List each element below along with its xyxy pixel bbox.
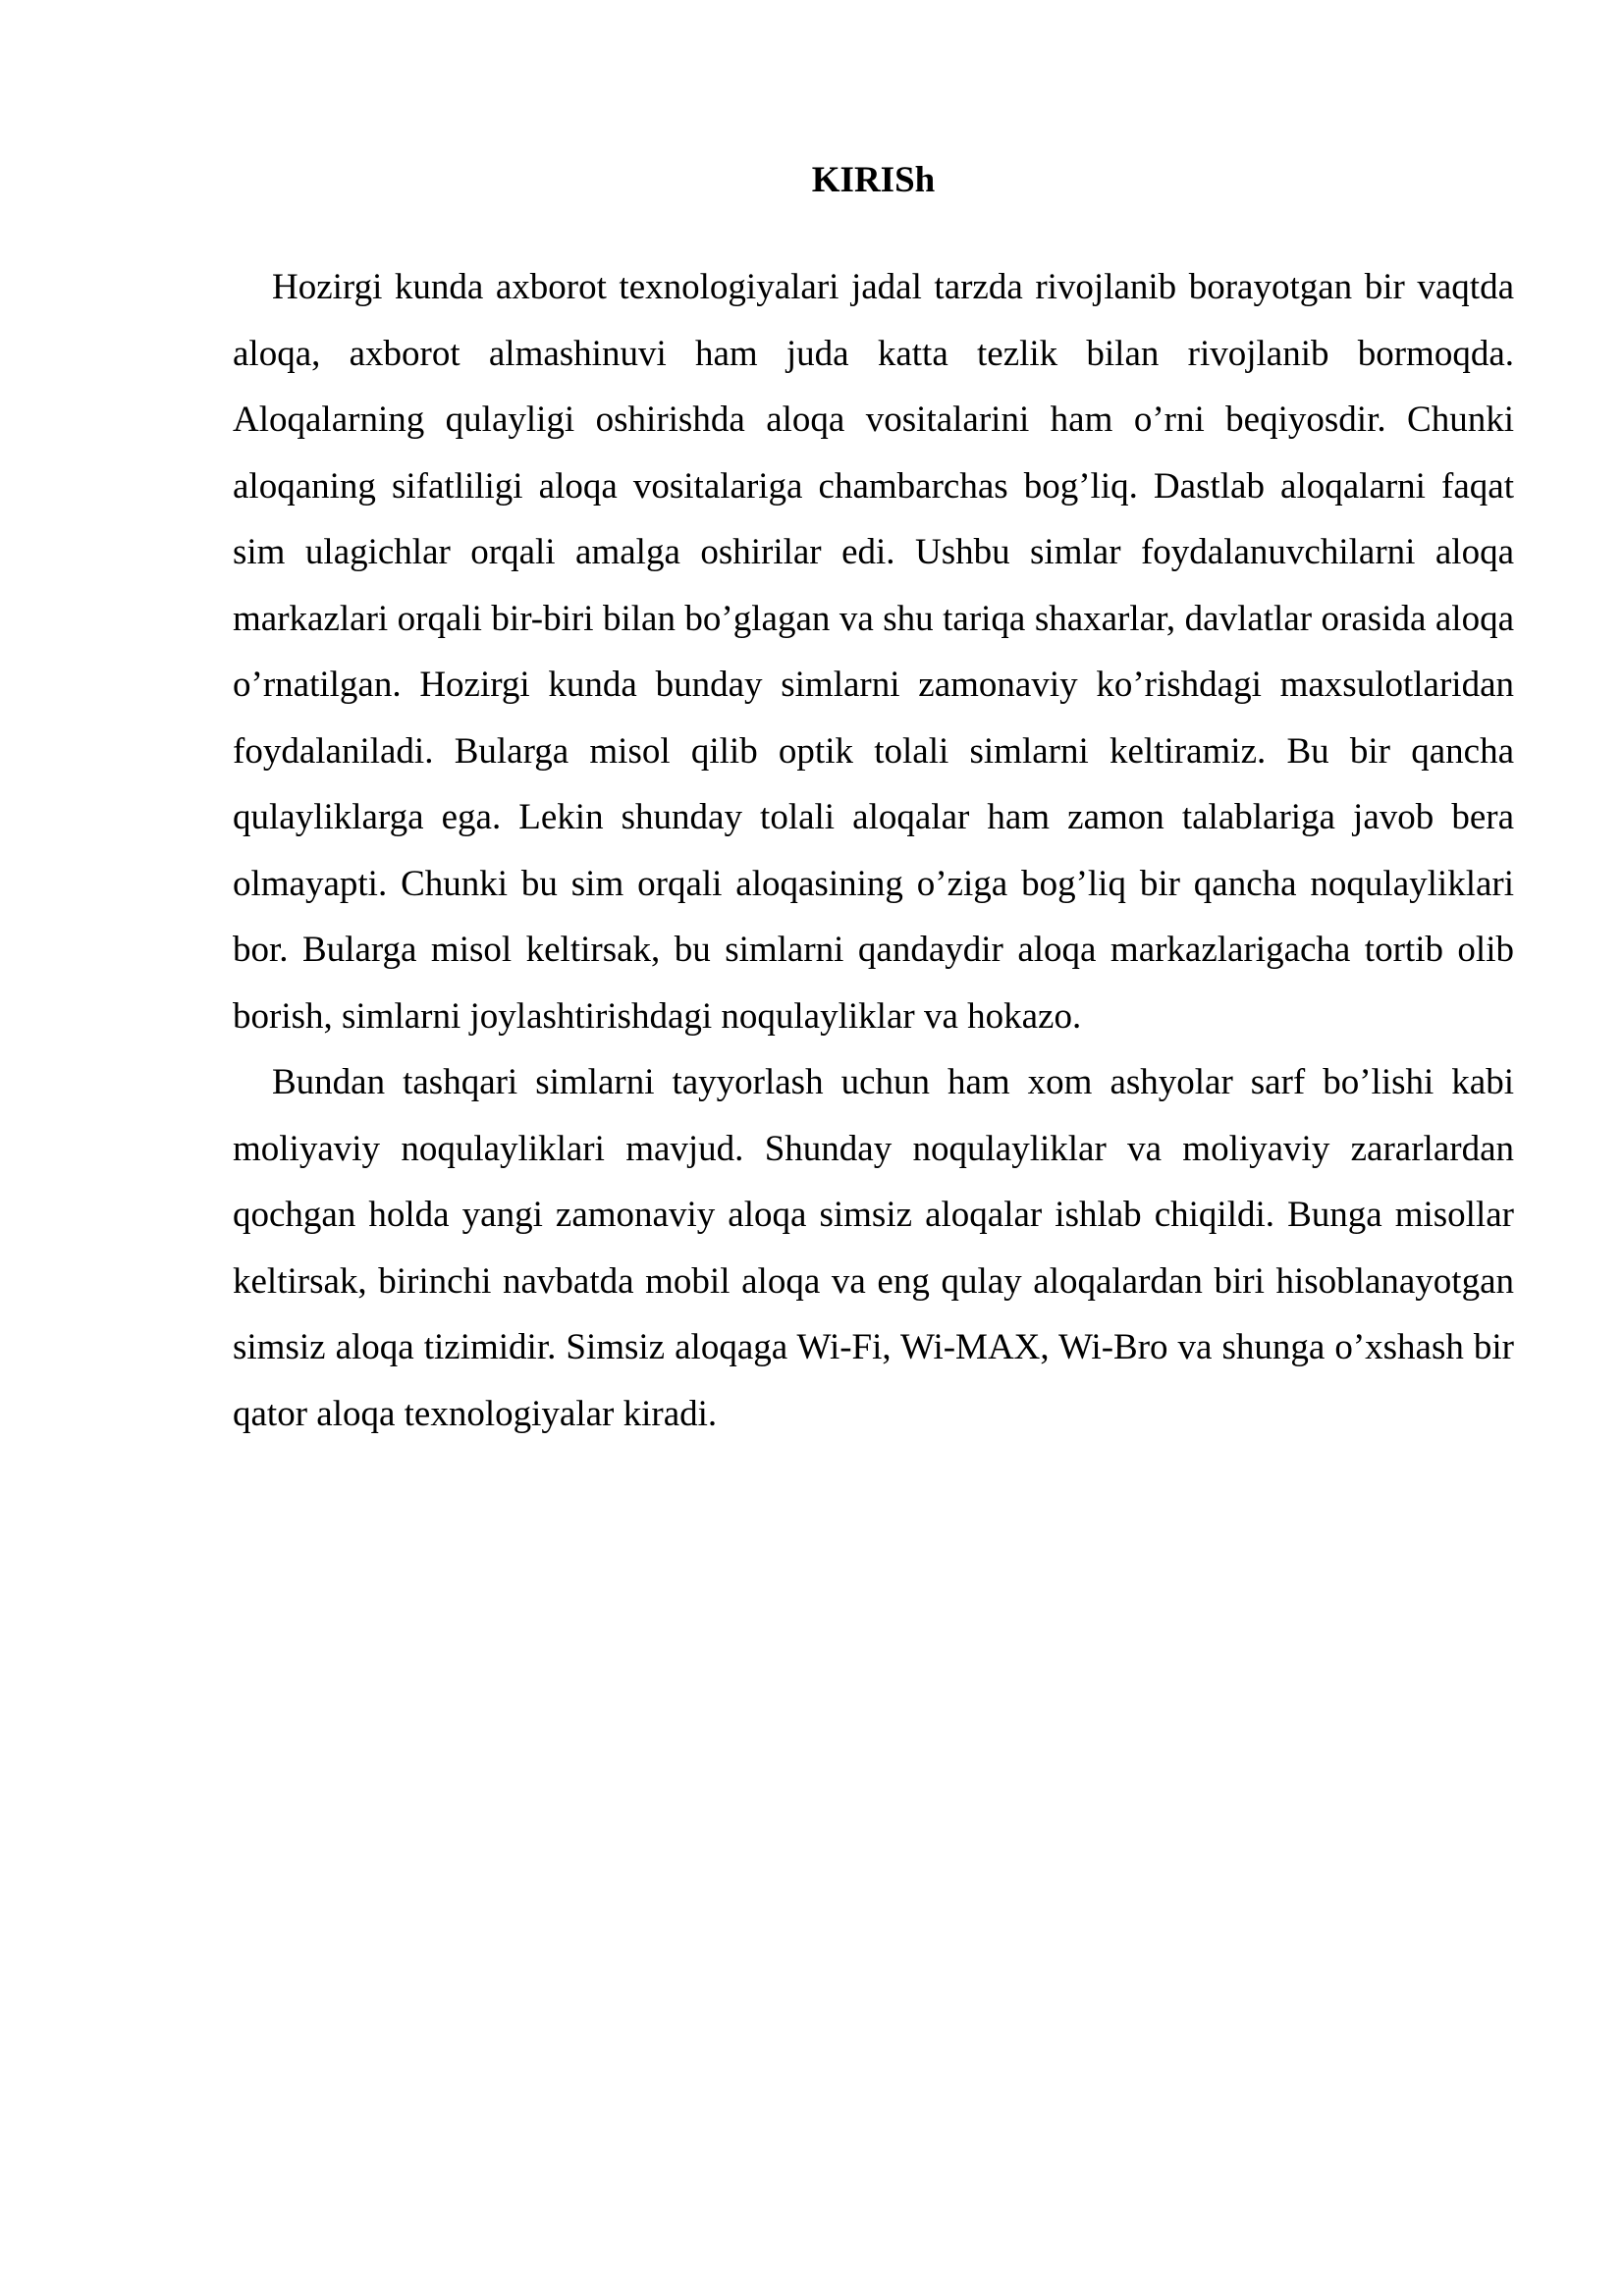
document-body xyxy=(233,147,1514,1447)
paragraph-wireless: Bundan tashqari simlarni tayyorlash uchun ham xom ashyolar sarf bo’lishi kabi moliyaviy noqulayliklari mavjud. Shunday noqulayliklar va moliyaviy zararlardan qochgan holda yangi zamonaviy aloqa simsiz aloqalar ishlab chiqildi. Bunga misollar keltirsak, birinchi navbatda mobil aloqa va eng qulay aloqalardan biri hisoblanayotgan simsiz aloqa tizimidir. Simsiz aloqaga Wi-Fi, Wi-MAX, Wi-Bro va shunga o’xshash bir qator aloqa texnologiyalar kiradi. xyxy=(233,1062,1514,1434)
page-title: KIRISh xyxy=(811,160,936,200)
paragraph-intro: Hozirgi kunda axborot texnologiyalari jadal tarzda rivojlanib borayotgan bir vaqtda aloqa, axborot almashinuvi ham juda katta tezlik bilan rivojlanib bormoqda. Aloqalarning qulayligi oshirishda aloqa vositalarini ham o’rni beqiyosdir. Chunki aloqaning sifatliligi aloqa vositalariga chambarchas bog’liq. Dastlab aloqalarni faqat sim ulagichlar orqali amalga oshirilar edi. Ushbu simlar foydalanuvchilarni aloqa markazlari orqali bir-biri bilan bo’glagan va shu tariqa shaxarlar, davlatlar orasida aloqa o’rnatilgan. Hozirgi kunda bunday simlarni zamonaviy ko’rishdagi maxsulotlaridan foydalaniladi. Bularga misol qilib optik tolali simlarni keltiramiz. Bu bir qancha qulayliklarga ega. Lekin shunday tolali aloqalar ham zamon talablariga javob bera olmayapti. Chunki bu sim orqali aloqasining o’ziga bog’liq bir qancha noqulayliklari bor. Bularga misol keltirsak, bu simlarni qandaydir aloqa markazlarigacha tortib olib borish, simlarni joylashtirishdagi noqulayliklar va hokazo. xyxy=(233,267,1514,1037)
